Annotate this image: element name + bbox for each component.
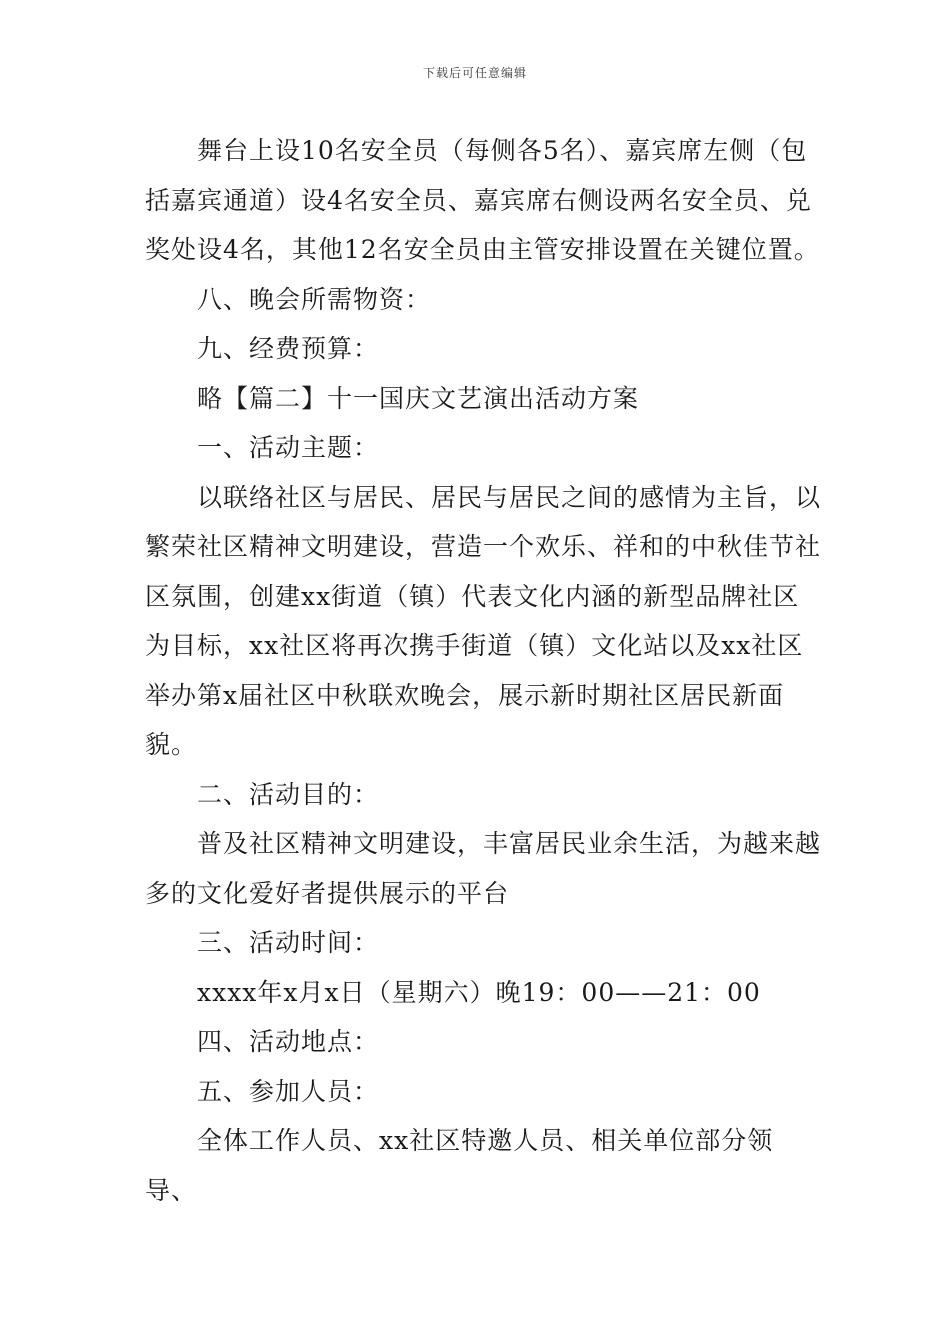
heading-materials: 八、晚会所需物资： — [197, 284, 432, 314]
heading-activity-location: 四、活动地点： — [197, 1027, 380, 1056]
paragraph-activity-theme: 以联络社区与居民、居民与居民之间的感情为主旨，以繁荣社区精神文明建设，营造一个欢乐、祥和的中秋佳节社区氛围，创建xx街道（镇）代表文化内涵的新型品牌社区为目标，xx社区将再次携手街道（镇）文化站以及xx社区举办第x届社区中秋联欢晚会，展示新时期社区居民新面貌。 — [145, 482, 822, 759]
page-header-note: 下载后可任意编辑 — [422, 66, 527, 80]
paragraph-participants: 全体工作人员、xx社区特邀人员、相关单位部分领导、 — [145, 1126, 774, 1205]
paragraph-activity-time: xxxx年x月x日（星期六）晚19：00——21：00 — [197, 977, 761, 1007]
heading-participants: 五、参加人员： — [197, 1076, 380, 1106]
heading-activity-purpose: 二、活动目的： — [197, 779, 380, 809]
heading-budget: 九、经费预算： — [197, 334, 380, 363]
heading-activity-time: 三、活动时间： — [197, 928, 380, 957]
paragraph-activity-purpose: 普及社区精神文明建设，丰富居民业余生活，为越来越多的文化爱好者提供展示的平台 — [145, 829, 822, 908]
heading-activity-theme: 一、活动主题： — [197, 433, 380, 462]
document-body — [145, 126, 825, 1215]
paragraph-security-staff: 舞台上设10名安全员（每侧各5名）、嘉宾席左侧（包括嘉宾通道）设4名安全员、嘉宾席右侧设两名安全员、兑奖处设4名，其他12名安全员由主管安排设置在关键位置。 — [145, 136, 820, 264]
heading-part-two-title: 略【篇二】十一国庆文艺演出活动方案 — [197, 383, 640, 413]
